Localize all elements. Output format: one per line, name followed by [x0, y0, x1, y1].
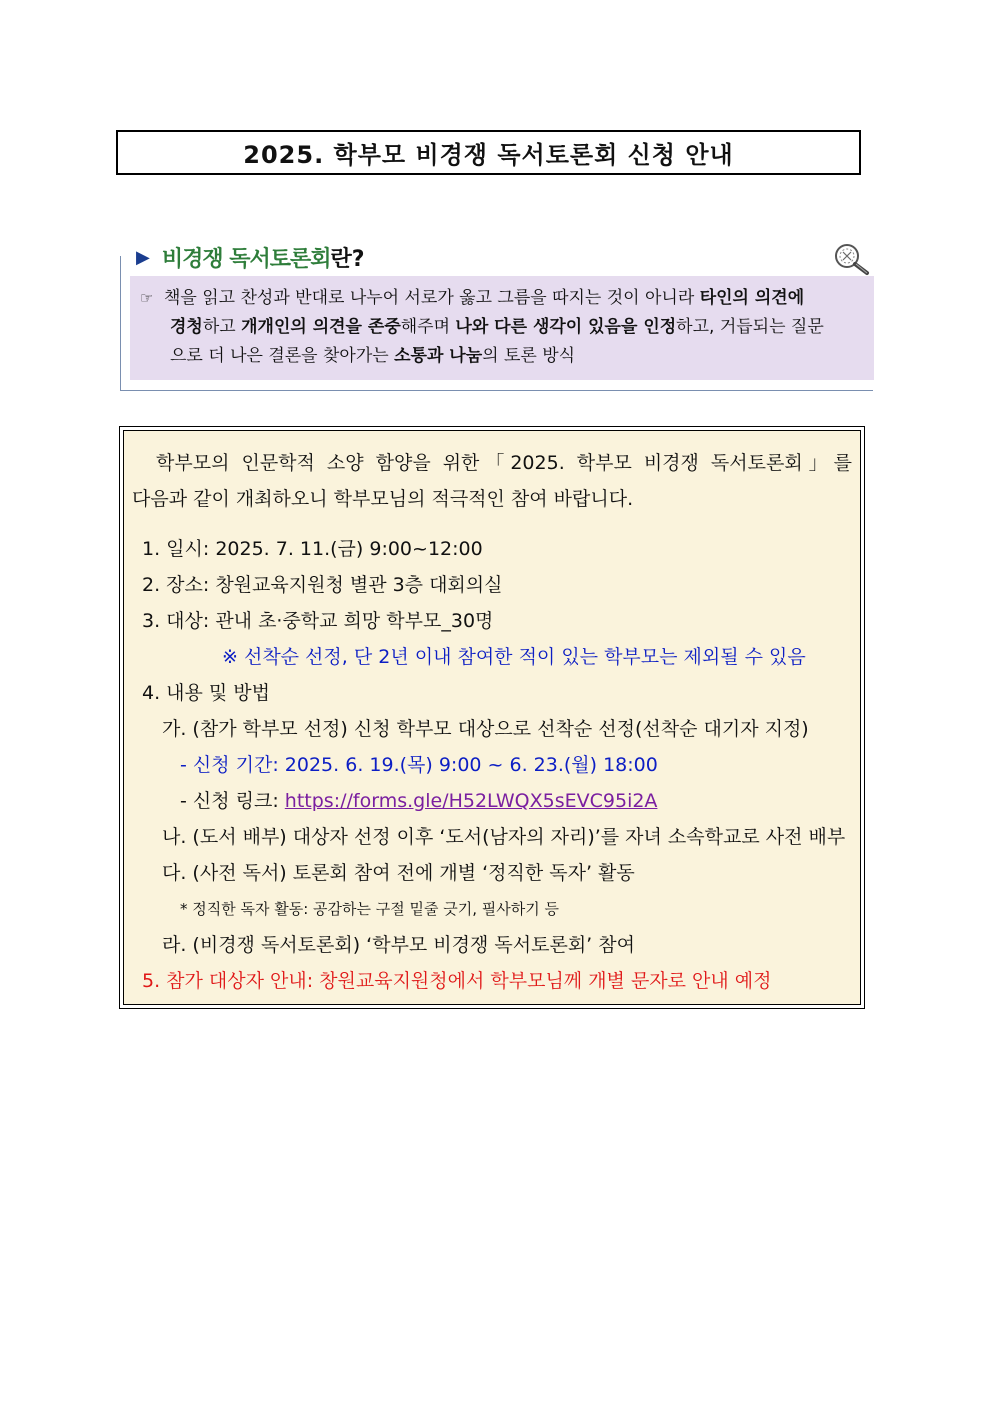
item-participant-notice: 5. 참가 대상자 안내: 창원교육지원청에서 학부모님께 개별 문자로 안내 예정 — [142, 970, 772, 992]
definition-heading-term: 비경쟁 독서토론회 — [161, 246, 331, 272]
item-method: 4. 내용 및 방법 — [142, 682, 271, 704]
definition-heading-suffix: 란? — [330, 246, 365, 272]
page-title: 2025. 학부모 비경쟁 독서토론회 신청 안내 — [116, 130, 861, 175]
definition-heading — [136, 240, 365, 274]
item-method-na: 나. (도서 배부) 대상자 선정 이후 ‘도서(남자의 자리)’를 자녀 소속학교로 사전 배부 — [162, 826, 846, 848]
item-method-da-note: * 정직한 독자 활동: 공감하는 구절 밑줄 긋기, 필사하기 등 — [180, 900, 560, 918]
item-place: 2. 장소: 창원교육지원청 별관 3층 대회의실 — [142, 574, 503, 596]
notice-intro-line-2: 다음과 같이 개최하오니 학부모님의 적극적인 참여 바랍니다. — [132, 488, 634, 510]
item-method-ga: 가. (참가 학부모 선정) 신청 학부모 대상으로 선착순 선정(선착순 대기자 지정) — [162, 718, 809, 740]
definition-body — [130, 276, 874, 380]
item-method-da: 다. (사전 독서) 토론회 참여 전에 개별 ‘정직한 독자’ 활동 — [162, 862, 635, 884]
magnifier-icon — [832, 242, 872, 276]
item-target: 3. 대상: 관내 초·중학교 희망 학부모_30명 — [142, 610, 494, 632]
notice-content — [123, 430, 861, 1005]
definition-line-1: ☞ 책을 읽고 찬성과 반대로 나누어 서로가 옳고 그름을 따지는 것이 아니라 타인의 의견에 — [140, 284, 862, 313]
notice-intro-line-1: 학부모의 인문학적 소양 함양을 위한「2025. 학부모 비경쟁 독서토론회」를 — [156, 452, 852, 474]
triangle-bullet-icon: ▶ — [136, 246, 150, 268]
definition-section — [120, 240, 874, 392]
apply-link[interactable]: https://forms.gle/H52LWQX5sEVC95i2A — [284, 790, 658, 812]
item-date: 1. 일시: 2025. 7. 11.(금) 9:00~12:00 — [142, 538, 483, 560]
item-target-note: ※ 선착순 선정, 단 2년 이내 참여한 적이 있는 학부모는 제외될 수 있음 — [222, 646, 806, 668]
notice-intro — [132, 445, 852, 517]
item-method-ra: 라. (비경쟁 독서토론회) ‘학부모 비경쟁 독서토론회’ 참여 — [162, 934, 635, 956]
item-apply-link-label: - 신청 링크: — [180, 790, 285, 812]
pointing-hand-icon: ☞ — [140, 289, 154, 307]
item-apply-link-row — [132, 783, 852, 819]
notice-box — [119, 426, 865, 1009]
definition-line-3: 으로 더 나은 결론을 찾아가는 소통과 나눔의 토론 방식 — [170, 346, 576, 366]
definition-line-2: 경청하고 개개인의 의견을 존중해주며 나와 다른 생각이 있음을 인정하고, 거듭되는 질문 — [170, 317, 824, 337]
item-apply-period: - 신청 기간: 2025. 6. 19.(목) 9:00 ~ 6. 23.(월) 18:00 — [180, 754, 658, 776]
